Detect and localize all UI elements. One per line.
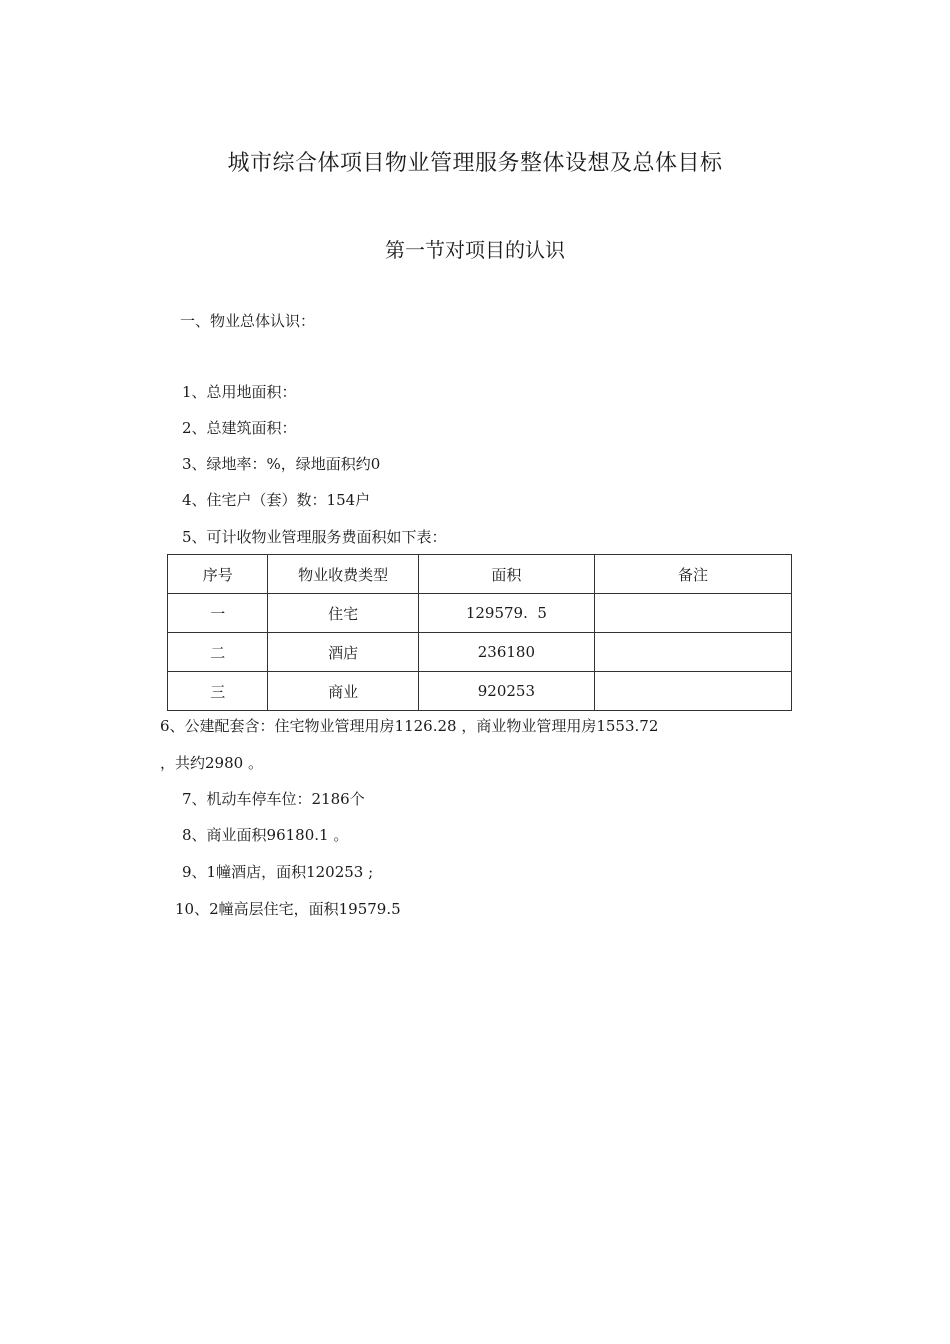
item-fee-area-intro: 5、可计收物业管理服务费面积如下表：	[182, 528, 447, 546]
section-title: 第一节对项目的认识	[385, 238, 565, 262]
cell-index: 三	[168, 672, 268, 711]
item-total-building-area: 2、总建筑面积：	[182, 419, 297, 437]
header-remarks: 备注	[595, 555, 792, 594]
subsection-heading: 一、物业总体认识：	[180, 312, 316, 330]
cell-fee-type: 住宅	[268, 594, 418, 633]
item-public-facilities-total: ，共约2980 。	[160, 754, 263, 772]
cell-remarks	[595, 633, 792, 672]
table-row	[168, 594, 792, 633]
item-commercial-area: 8、商业面积96180.1 。	[182, 826, 349, 844]
item-total-land-area: 1、总用地面积：	[182, 383, 297, 401]
header-fee-type: 物业收费类型	[268, 555, 418, 594]
cell-fee-type: 商业	[268, 672, 418, 711]
table-row	[168, 633, 792, 672]
cell-area: 129579. 5	[418, 594, 594, 633]
document-title: 城市综合体项目物业管理服务整体设想及总体目标	[227, 151, 723, 176]
cell-index: 二	[168, 633, 268, 672]
item-public-facilities: 6、公建配套含：住宅物业管理用房1126.28 ，商业物业管理用房1553.72	[160, 717, 659, 735]
cell-area: 920253	[418, 672, 594, 711]
cell-index: 一	[168, 594, 268, 633]
item-green-ratio: 3、绿地率：%，绿地面积约0	[182, 455, 381, 473]
cell-remarks	[595, 594, 792, 633]
item-parking: 7、机动车停车位：2186个	[182, 790, 365, 808]
cell-area: 236180	[418, 633, 594, 672]
cell-fee-type: 酒店	[268, 633, 418, 672]
table-row	[168, 672, 792, 711]
header-index: 序号	[168, 555, 268, 594]
table-header-row	[168, 555, 792, 594]
cell-remarks	[595, 672, 792, 711]
header-area: 面积	[418, 555, 594, 594]
item-residential-towers: 10、2幢高层住宅，面积19579.5	[175, 900, 401, 918]
item-hotel: 9、1幢酒店，面积120253 ;	[182, 863, 374, 881]
fee-area-table	[167, 554, 792, 711]
item-households: 4、住宅户（套）数：154户	[182, 491, 371, 509]
